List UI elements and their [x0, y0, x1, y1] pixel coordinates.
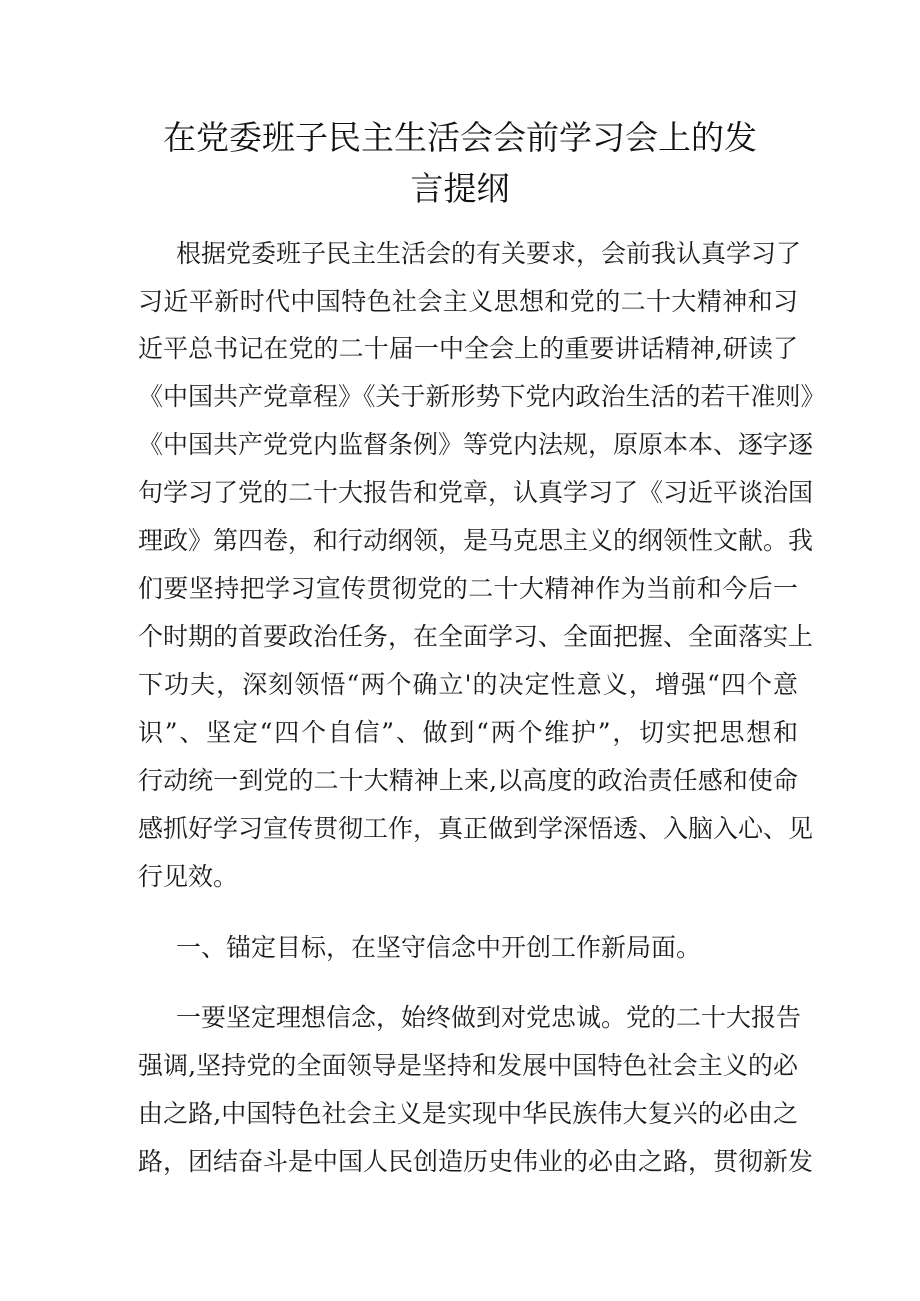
- document-title-line-1: 在党委班子民主生活会会前学习会上的发: [163, 118, 757, 157]
- paragraph-1-line: 习近平新时代中国特色社会主义思想和党的二十大精神和习: [138, 287, 798, 316]
- paragraph-2-line: 一要坚定理想信念，始终做到对党忠诚。党的二十大报告: [176, 1003, 802, 1032]
- paragraph-2-line: 强调,坚持党的全面领导是坚持和发展中国特色社会主义的必: [138, 1051, 798, 1080]
- paragraph-1-line: 《中国共产党章程》《关于新形势下党内政治生活的若干准则》: [138, 382, 826, 411]
- paragraph-1-line: 根据党委班子民主生活会的有关要求，会前我认真学习了: [176, 239, 802, 268]
- paragraph-1-line: 下功夫，深刻领悟“两个确立'的决定性意义，增强“四个意: [138, 670, 798, 699]
- paragraph-2-line: 由之路,中国特色社会主义是实现中华民族伟大复兴的必由之: [138, 1099, 798, 1128]
- paragraph-1-line: 个时期的首要政治任务，在全面学习、全面把握、全面落实上: [138, 622, 814, 651]
- paragraph-1-line: 《中国共产党党内监督条例》等党内法规，原原本本、逐字逐: [138, 430, 814, 459]
- paragraph-1-line: 行动统一到党的二十大精神上来,以高度的政治责任感和使命: [138, 766, 798, 795]
- paragraph-1-line: 们要坚持把学习宣传贯彻党的二十大精神作为当前和今后一: [138, 574, 798, 603]
- paragraph-1-line: 理政》第四卷，和行动纲领，是马克思主义的纲领性文献。我: [138, 526, 814, 555]
- paragraph-1-line: 识”、坚定“四个自信”、做到“两个维护”，切实把思想和: [138, 718, 798, 747]
- document-title-line-2: 言提纲: [410, 169, 510, 208]
- paragraph-2-line: 路，团结奋斗是中国人民创造历史伟业的必由之路，贯彻新发: [138, 1147, 814, 1176]
- paragraph-1-line: 行见效。: [138, 862, 239, 891]
- paragraph-1-line: 感抓好学习宣传贯彻工作，真正做到学深悟透、入脑入心、见: [138, 814, 814, 843]
- paragraph-1-line: 句学习了党的二十大报告和党章，认真学习了《习近平谈治国: [138, 478, 814, 507]
- paragraph-1-line: 近平总书记在党的二十届一中全会上的重要讲话精神,研读了: [138, 334, 798, 363]
- section-heading-1: 一、锚定目标，在坚守信念中开创工作新局面。: [176, 933, 702, 962]
